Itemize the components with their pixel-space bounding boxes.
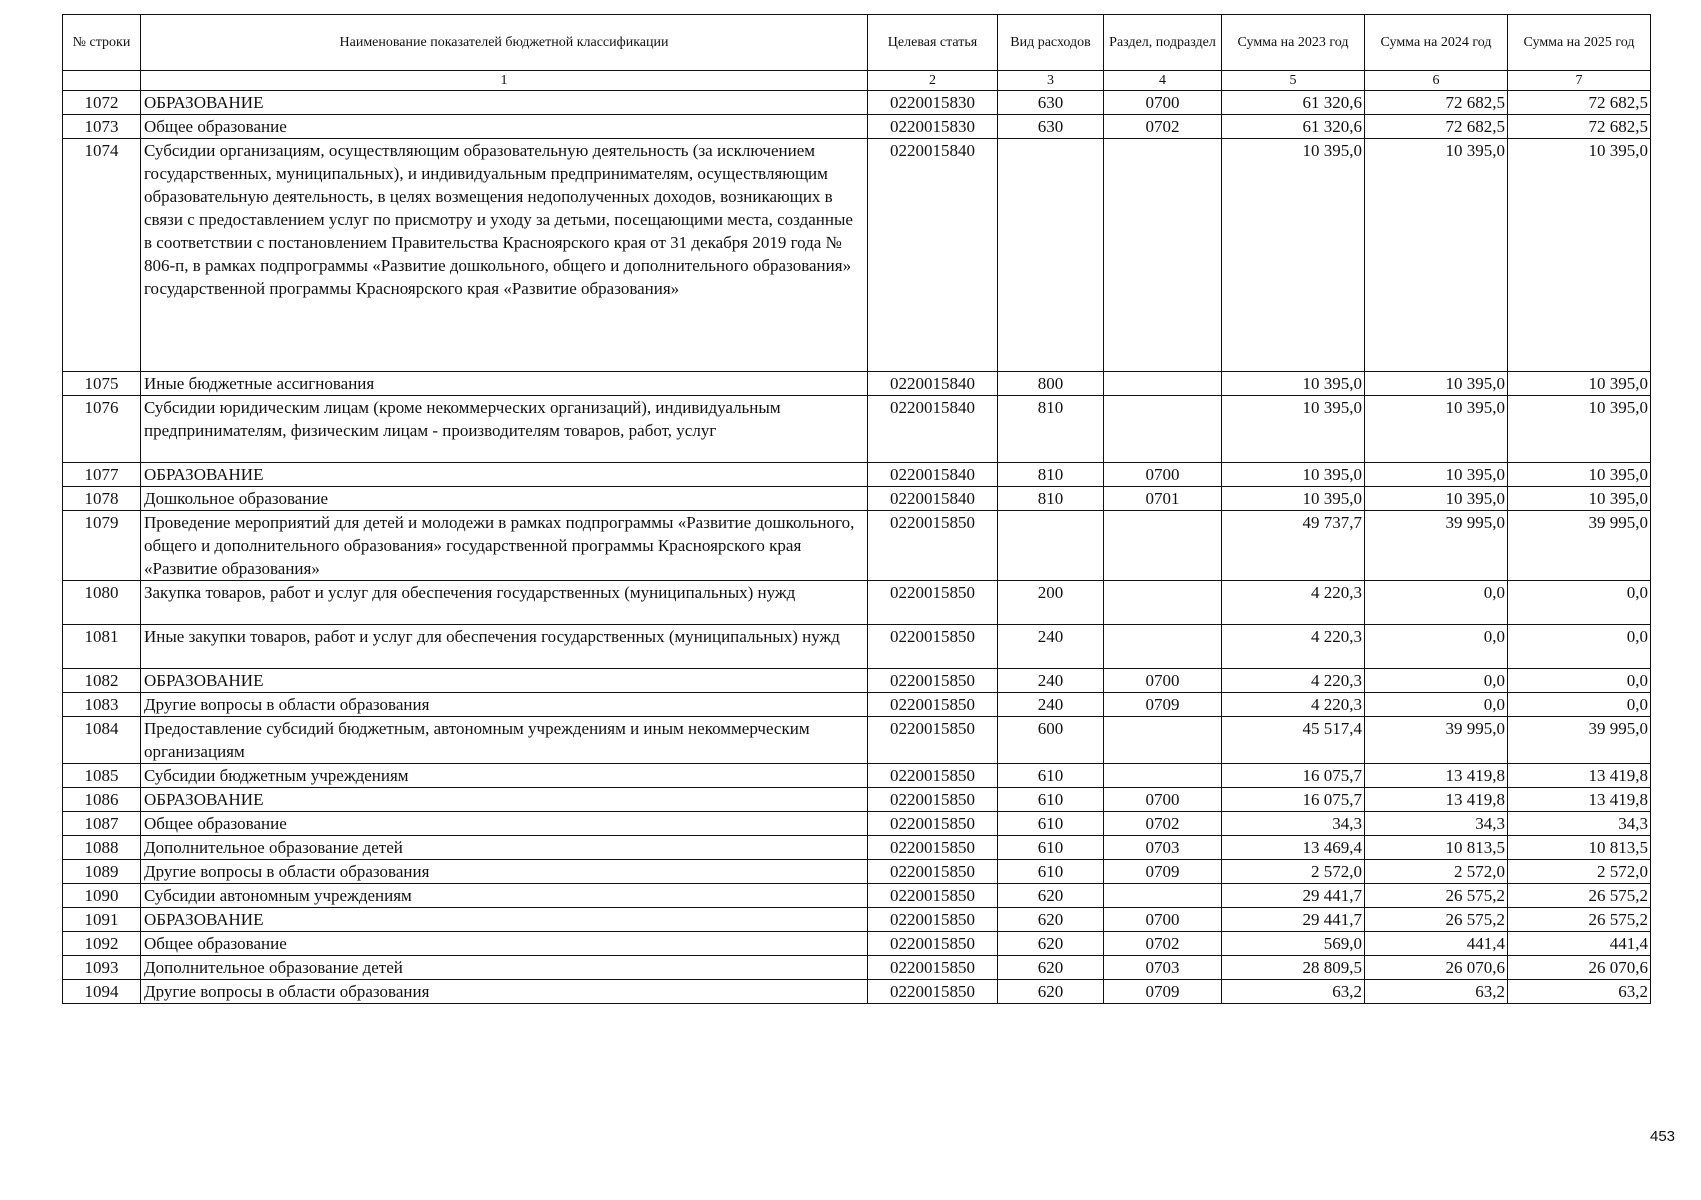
indicator-name: Общее образование: [141, 812, 868, 836]
table-row: [63, 463, 1651, 487]
sum-2023: 10 395,0: [1222, 487, 1365, 511]
sum-2025: 39 995,0: [1508, 717, 1651, 764]
target-article: 0220015850: [868, 980, 998, 1004]
indicator-name: Субсидии бюджетным учреждениям: [141, 764, 868, 788]
target-article: 0220015840: [868, 139, 998, 372]
sum-2024: 39 995,0: [1365, 717, 1508, 764]
table-row: [63, 693, 1651, 717]
indicator-name: Субсидии юридическим лицам (кроме некоммерческих организаций), индивидуальным предпринимателям, физическим лицам - производителям товаров, работ, услуг: [141, 396, 868, 463]
target-article: 0220015840: [868, 396, 998, 463]
column-number: 4: [1104, 71, 1222, 91]
indicator-name: Дополнительное образование детей: [141, 956, 868, 980]
table-row: [63, 884, 1651, 908]
section-code: 0700: [1104, 908, 1222, 932]
sum-2023: 28 809,5: [1222, 956, 1365, 980]
table-row: [63, 956, 1651, 980]
section-code: 0702: [1104, 115, 1222, 139]
header-indicator-name: Наименование показателей бюджетной классификации: [141, 15, 868, 71]
row-number: 1084: [63, 717, 141, 764]
sum-2025: 39 995,0: [1508, 511, 1651, 581]
section-code: 0700: [1104, 463, 1222, 487]
row-number: 1090: [63, 884, 141, 908]
expense-type: 610: [998, 860, 1104, 884]
section-code: [1104, 581, 1222, 625]
expense-type: 620: [998, 980, 1104, 1004]
section-code: 0709: [1104, 693, 1222, 717]
header-section: Раздел, подраздел: [1104, 15, 1222, 71]
sum-2025: 26 070,6: [1508, 956, 1651, 980]
section-code: 0702: [1104, 932, 1222, 956]
table-row: [63, 581, 1651, 625]
section-code: 0703: [1104, 836, 1222, 860]
expense-type: 240: [998, 625, 1104, 669]
table-row: [63, 980, 1651, 1004]
target-article: 0220015850: [868, 669, 998, 693]
sum-2025: 0,0: [1508, 581, 1651, 625]
indicator-name: Другие вопросы в области образования: [141, 693, 868, 717]
indicator-name: Закупка товаров, работ и услуг для обеспечения государственных (муниципальных) нужд: [141, 581, 868, 625]
sum-2023: 29 441,7: [1222, 908, 1365, 932]
sum-2025: 10 395,0: [1508, 396, 1651, 463]
sum-2024: 13 419,8: [1365, 764, 1508, 788]
sum-2025: 10 395,0: [1508, 139, 1651, 372]
sum-2024: 34,3: [1365, 812, 1508, 836]
expense-type: 610: [998, 788, 1104, 812]
section-code: [1104, 625, 1222, 669]
target-article: 0220015850: [868, 717, 998, 764]
indicator-name: Дополнительное образование детей: [141, 836, 868, 860]
expense-type: 620: [998, 908, 1104, 932]
row-number: 1074: [63, 139, 141, 372]
row-number: 1082: [63, 669, 141, 693]
sum-2025: 72 682,5: [1508, 115, 1651, 139]
sum-2023: 34,3: [1222, 812, 1365, 836]
indicator-name: Другие вопросы в области образования: [141, 860, 868, 884]
sum-2024: 26 575,2: [1365, 908, 1508, 932]
expense-type: 200: [998, 581, 1104, 625]
expense-type: 800: [998, 372, 1104, 396]
section-code: 0709: [1104, 860, 1222, 884]
row-number: 1075: [63, 372, 141, 396]
target-article: 0220015850: [868, 860, 998, 884]
expense-type: 630: [998, 91, 1104, 115]
sum-2024: 10 395,0: [1365, 487, 1508, 511]
expense-type: [998, 511, 1104, 581]
table-row: [63, 860, 1651, 884]
sum-2025: 72 682,5: [1508, 91, 1651, 115]
sum-2024: 13 419,8: [1365, 788, 1508, 812]
sum-2023: 29 441,7: [1222, 884, 1365, 908]
sum-2024: 10 395,0: [1365, 463, 1508, 487]
sum-2024: 0,0: [1365, 581, 1508, 625]
target-article: 0220015840: [868, 463, 998, 487]
expense-type: 610: [998, 836, 1104, 860]
table-row: [63, 487, 1651, 511]
sum-2024: 72 682,5: [1365, 91, 1508, 115]
sum-2023: 13 469,4: [1222, 836, 1365, 860]
section-code: [1104, 139, 1222, 372]
expense-type: 600: [998, 717, 1104, 764]
target-article: 0220015850: [868, 908, 998, 932]
row-number: 1087: [63, 812, 141, 836]
target-article: 0220015850: [868, 932, 998, 956]
sum-2025: 10 395,0: [1508, 463, 1651, 487]
column-number: 1: [141, 71, 868, 91]
row-number: 1077: [63, 463, 141, 487]
row-number: 1091: [63, 908, 141, 932]
header-sum-2024: Сумма на 2024 год: [1365, 15, 1508, 71]
row-number: 1079: [63, 511, 141, 581]
table-row: [63, 836, 1651, 860]
sum-2025: 0,0: [1508, 625, 1651, 669]
sum-2025: 34,3: [1508, 812, 1651, 836]
table-row: [63, 669, 1651, 693]
sum-2025: 10 395,0: [1508, 487, 1651, 511]
table-row: [63, 372, 1651, 396]
column-number: 5: [1222, 71, 1365, 91]
row-number: 1093: [63, 956, 141, 980]
header-sum-2025: Сумма на 2025 год: [1508, 15, 1651, 71]
indicator-name: Субсидии автономным учреждениям: [141, 884, 868, 908]
target-article: 0220015850: [868, 956, 998, 980]
table-row: [63, 764, 1651, 788]
header-row: [63, 15, 1651, 71]
table-row: [63, 396, 1651, 463]
section-code: 0700: [1104, 91, 1222, 115]
expense-type: 620: [998, 956, 1104, 980]
sum-2025: 10 813,5: [1508, 836, 1651, 860]
target-article: 0220015840: [868, 487, 998, 511]
sum-2023: 4 220,3: [1222, 669, 1365, 693]
indicator-name: Общее образование: [141, 115, 868, 139]
row-number: 1085: [63, 764, 141, 788]
row-number: 1083: [63, 693, 141, 717]
sum-2024: 441,4: [1365, 932, 1508, 956]
sum-2025: 63,2: [1508, 980, 1651, 1004]
row-number: 1094: [63, 980, 141, 1004]
section-code: 0702: [1104, 812, 1222, 836]
sum-2024: 10 813,5: [1365, 836, 1508, 860]
row-number: 1088: [63, 836, 141, 860]
sum-2024: 72 682,5: [1365, 115, 1508, 139]
expense-type: 630: [998, 115, 1104, 139]
indicator-name: Проведение мероприятий для детей и молодежи в рамках подпрограммы «Развитие дошкольного, общего и дополнительного образования» государственной программы Красноярского края «Развитие образования»: [141, 511, 868, 581]
table-row: [63, 115, 1651, 139]
sum-2023: 16 075,7: [1222, 764, 1365, 788]
indicator-name: ОБРАЗОВАНИЕ: [141, 91, 868, 115]
sum-2023: 4 220,3: [1222, 693, 1365, 717]
sum-2023: 49 737,7: [1222, 511, 1365, 581]
column-number: 7: [1508, 71, 1651, 91]
row-number: 1073: [63, 115, 141, 139]
section-code: [1104, 717, 1222, 764]
column-number-row: [63, 71, 1651, 91]
section-code: [1104, 372, 1222, 396]
expense-type: 810: [998, 396, 1104, 463]
sum-2025: 2 572,0: [1508, 860, 1651, 884]
sum-2024: 2 572,0: [1365, 860, 1508, 884]
target-article: 0220015850: [868, 884, 998, 908]
column-number: 2: [868, 71, 998, 91]
row-number: 1081: [63, 625, 141, 669]
expense-type: 620: [998, 932, 1104, 956]
sum-2023: 2 572,0: [1222, 860, 1365, 884]
sum-2023: 61 320,6: [1222, 115, 1365, 139]
indicator-name: Иные закупки товаров, работ и услуг для обеспечения государственных (муниципальных) нужд: [141, 625, 868, 669]
column-number: [63, 71, 141, 91]
table-row: [63, 625, 1651, 669]
column-number: 6: [1365, 71, 1508, 91]
sum-2024: 10 395,0: [1365, 372, 1508, 396]
target-article: 0220015840: [868, 372, 998, 396]
budget-table: [62, 14, 1651, 1004]
header-sum-2023: Сумма на 2023 год: [1222, 15, 1365, 71]
table-row: [63, 91, 1651, 115]
section-code: 0709: [1104, 980, 1222, 1004]
sum-2025: 441,4: [1508, 932, 1651, 956]
row-number: 1072: [63, 91, 141, 115]
target-article: 0220015830: [868, 91, 998, 115]
target-article: 0220015850: [868, 812, 998, 836]
expense-type: 620: [998, 884, 1104, 908]
indicator-name: Иные бюджетные ассигнования: [141, 372, 868, 396]
sum-2024: 0,0: [1365, 625, 1508, 669]
target-article: 0220015850: [868, 511, 998, 581]
section-code: 0700: [1104, 669, 1222, 693]
header-expense-type: Вид расходов: [998, 15, 1104, 71]
indicator-name: ОБРАЗОВАНИЕ: [141, 788, 868, 812]
target-article: 0220015850: [868, 788, 998, 812]
table-row: [63, 908, 1651, 932]
target-article: 0220015850: [868, 625, 998, 669]
indicator-name: ОБРАЗОВАНИЕ: [141, 669, 868, 693]
sum-2023: 10 395,0: [1222, 372, 1365, 396]
target-article: 0220015830: [868, 115, 998, 139]
expense-type: 610: [998, 764, 1104, 788]
table-row: [63, 511, 1651, 581]
target-article: 0220015850: [868, 581, 998, 625]
expense-type: 240: [998, 693, 1104, 717]
sum-2023: 45 517,4: [1222, 717, 1365, 764]
table-row: [63, 717, 1651, 764]
row-number: 1086: [63, 788, 141, 812]
sum-2023: 63,2: [1222, 980, 1365, 1004]
indicator-name: Другие вопросы в области образования: [141, 980, 868, 1004]
page-number: 453: [1650, 1128, 1676, 1145]
indicator-name: ОБРАЗОВАНИЕ: [141, 908, 868, 932]
sum-2024: 39 995,0: [1365, 511, 1508, 581]
section-code: 0700: [1104, 788, 1222, 812]
table-row: [63, 812, 1651, 836]
section-code: 0701: [1104, 487, 1222, 511]
sum-2023: 4 220,3: [1222, 581, 1365, 625]
row-number: 1080: [63, 581, 141, 625]
sum-2025: 0,0: [1508, 669, 1651, 693]
sum-2023: 10 395,0: [1222, 463, 1365, 487]
row-number: 1092: [63, 932, 141, 956]
row-number: 1078: [63, 487, 141, 511]
sum-2023: 10 395,0: [1222, 396, 1365, 463]
sum-2023: 10 395,0: [1222, 139, 1365, 372]
sum-2024: 26 070,6: [1365, 956, 1508, 980]
sum-2025: 13 419,8: [1508, 764, 1651, 788]
column-number: 3: [998, 71, 1104, 91]
indicator-name: Предоставление субсидий бюджетным, автономным учреждениям и иным некоммерческим организациям: [141, 717, 868, 764]
expense-type: 810: [998, 463, 1104, 487]
indicator-name: Дошкольное образование: [141, 487, 868, 511]
expense-type: 810: [998, 487, 1104, 511]
target-article: 0220015850: [868, 836, 998, 860]
section-code: [1104, 764, 1222, 788]
sum-2025: 26 575,2: [1508, 908, 1651, 932]
indicator-name: ОБРАЗОВАНИЕ: [141, 463, 868, 487]
sum-2023: 61 320,6: [1222, 91, 1365, 115]
sum-2023: 16 075,7: [1222, 788, 1365, 812]
table-row: [63, 932, 1651, 956]
sum-2025: 26 575,2: [1508, 884, 1651, 908]
table-body: [63, 91, 1651, 1004]
header-row-number: № строки: [63, 15, 141, 71]
sum-2024: 63,2: [1365, 980, 1508, 1004]
sum-2025: 13 419,8: [1508, 788, 1651, 812]
section-code: 0703: [1104, 956, 1222, 980]
sum-2025: 10 395,0: [1508, 372, 1651, 396]
sum-2024: 0,0: [1365, 693, 1508, 717]
header-target-article: Целевая статья: [868, 15, 998, 71]
target-article: 0220015850: [868, 693, 998, 717]
row-number: 1076: [63, 396, 141, 463]
sum-2024: 10 395,0: [1365, 139, 1508, 372]
row-number: 1089: [63, 860, 141, 884]
sum-2023: 4 220,3: [1222, 625, 1365, 669]
sum-2024: 10 395,0: [1365, 396, 1508, 463]
expense-type: 610: [998, 812, 1104, 836]
sum-2023: 569,0: [1222, 932, 1365, 956]
indicator-name: Общее образование: [141, 932, 868, 956]
table-row: [63, 788, 1651, 812]
indicator-name: Субсидии организациям, осуществляющим образовательную деятельность (за исключением государственных, муниципальных), и индивидуальным предпринимателям, осуществляющим образовательную деятельность, в целях возмещения недополученных доходов, возникающих в связи с предоставлением услуг по присмотру и уходу за детьми, посещающими места, созданные в соответствии с постановлением Правительства Красноярского края от 31 декабря 2019 года № 806-п, в рамках подпрограммы «Развитие дошкольного, общего и дополнительного образования» государственной программы Красноярского края «Развитие образования»: [141, 139, 868, 372]
expense-type: [998, 139, 1104, 372]
target-article: 0220015850: [868, 764, 998, 788]
sum-2024: 26 575,2: [1365, 884, 1508, 908]
expense-type: 240: [998, 669, 1104, 693]
section-code: [1104, 396, 1222, 463]
section-code: [1104, 511, 1222, 581]
sum-2025: 0,0: [1508, 693, 1651, 717]
table-row: [63, 139, 1651, 372]
section-code: [1104, 884, 1222, 908]
sum-2024: 0,0: [1365, 669, 1508, 693]
